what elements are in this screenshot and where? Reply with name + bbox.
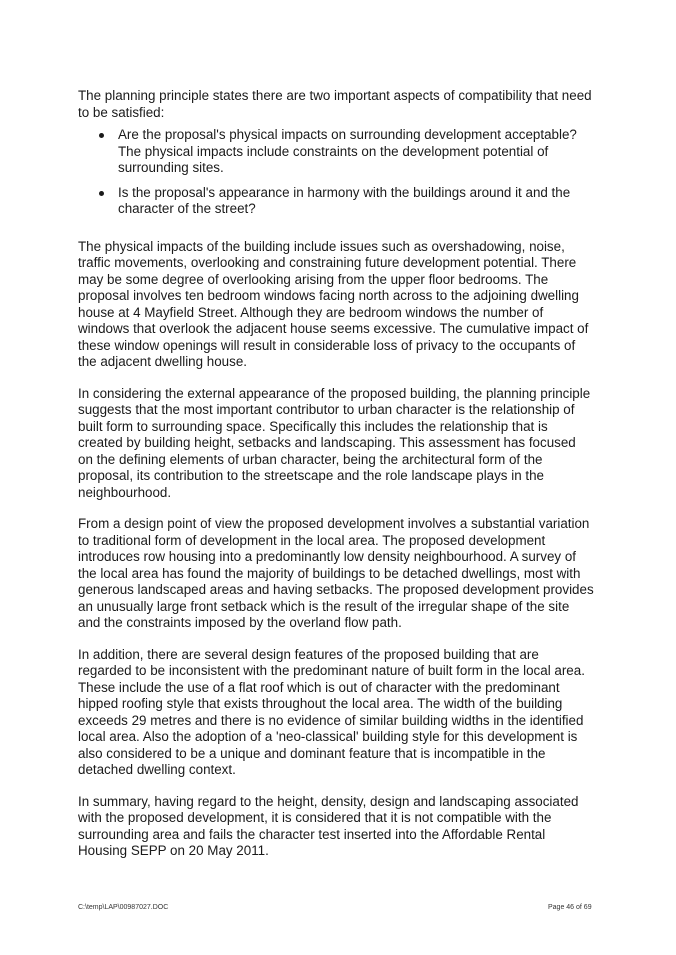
intro-paragraph: The planning principle states there are two important aspects of compatibility that need to be satisfied: <box>78 88 592 120</box>
document-body <box>78 88 594 860</box>
bullet-icon <box>99 133 104 138</box>
footer-file-path: C:\temp\LAP\00987027.DOC <box>78 904 169 911</box>
design-paragraph: From a design point of view the proposed development involves a substantial variation to traditional form of development in the local area. The proposed development introduces row housing into a predominantly low density neighbourhood. A survey of the local area has found the majority of buildings to be detached dwellings, most with generous landscaped areas and having setbacks. The proposed development provides an unusually large front setback which is the result of the irregular shape of the site and the constraints imposed by the overland flow path. <box>78 516 594 630</box>
footer-page-number: Page 46 of 69 <box>548 904 592 911</box>
physical-impacts-paragraph: The physical impacts of the building include issues such as overshadowing, noise, traffic movements, overlooking and constraining future development potential. There may be some degree of overlooking arising from the upper floor bedrooms. The proposal involves ten bedroom windows facing north across to the adjoining dwelling house at 4 Mayfield Street. Although they are bedroom windows the number of windows that overlook the adjacent house seems excessive. The cumulative impact of these window openings will result in considerable loss of privacy to the occupants of the adjacent dwelling house. <box>78 238 589 369</box>
list-item <box>78 127 594 177</box>
design-features-paragraph: In addition, there are several design features of the proposed building that are regarded to be inconsistent with the predominant nature of built form in the local area. These include the use of a flat roof which is out of character with the predominant hipped roofing style that exists throughout the local area. The width of the building exceeds 29 metres and there is no evidence of similar building widths in the identified local area. Also the adoption of a 'neo-classical' building style for this development is also considered to be a unique and dominant feature that is incompatible in the detached dwelling context. <box>78 646 585 777</box>
compatibility-aspects-list <box>78 127 594 218</box>
list-item <box>78 185 594 218</box>
list-item-text: Are the proposal's physical impacts on surrounding development acceptable? The physical impacts include constraints on the development potential of surrounding sites. <box>118 127 577 175</box>
summary-paragraph: In summary, having regard to the height, density, design and landscaping associated with the proposed development, it is considered that it is not compatible with the surrounding area and fails the character test inserted into the Affordable Rental Housing SEPP on 20 May 2011. <box>78 793 579 858</box>
bullet-icon <box>99 191 104 196</box>
external-appearance-paragraph: In considering the external appearance of the proposed building, the planning principle suggests that the most important contributor to urban character is the relationship of built form to surrounding space. Specifically this includes the relationship that is created by building height, setbacks and landscaping. This assessment has focused on the defining elements of urban character, being the architectural form of the proposal, its contribution to the streetscape and the role landscape plays in the neighbourhood. <box>78 385 591 500</box>
list-item-text: Is the proposal's appearance in harmony with the buildings around it and the character of the street? <box>118 184 571 216</box>
